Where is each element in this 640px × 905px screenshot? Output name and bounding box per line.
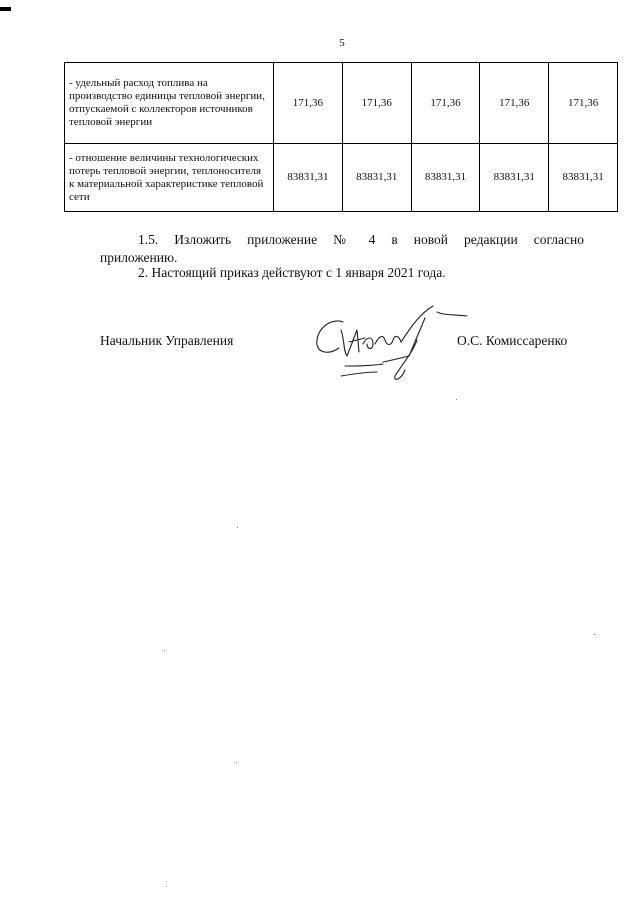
handwritten-signature (305, 300, 475, 395)
table-cell: 171,36 (480, 63, 549, 144)
table-cell: 83831,31 (342, 144, 411, 212)
parameters-table (64, 62, 618, 212)
scan-speck (166, 886, 167, 887)
scan-speck (164, 650, 165, 651)
table-row (65, 63, 618, 144)
scan-speck (594, 634, 595, 635)
table-cell: 83831,31 (480, 144, 549, 212)
scan-speck (236, 762, 237, 763)
table-row-label: - отношение величины технологических потерь тепловой энергии, теплоносителя к материальной характеристике тепловой сети (65, 144, 274, 212)
signer-title: Начальник Управления (100, 333, 234, 348)
table-row-label: - удельный расход топлива на производство единицы тепловой энергии, отпускаемой с коллекторов источников тепловой энергии (65, 63, 274, 144)
scan-speck (456, 399, 457, 400)
scan-speck (237, 527, 238, 528)
table-cell: 171,36 (274, 63, 343, 144)
scan-corner-mark (0, 7, 11, 11)
page-number: 5 (339, 37, 345, 49)
table-cell: 83831,31 (549, 144, 618, 212)
table-cell: 171,36 (549, 63, 618, 144)
paragraph-1-5: 1.5. Изложить приложение № 4 в новой редакции согласно приложению. (100, 232, 584, 265)
signer-name: О.С. Комиссаренко (457, 333, 568, 348)
paragraph-2: 2. Настоящий приказ действуют с 1 января 2021 года. (138, 265, 446, 280)
table-cell: 171,36 (342, 63, 411, 144)
table-cell: 83831,31 (411, 144, 480, 212)
table-cell: 83831,31 (274, 144, 343, 212)
table-cell: 171,36 (411, 63, 480, 144)
table-row (65, 144, 618, 212)
